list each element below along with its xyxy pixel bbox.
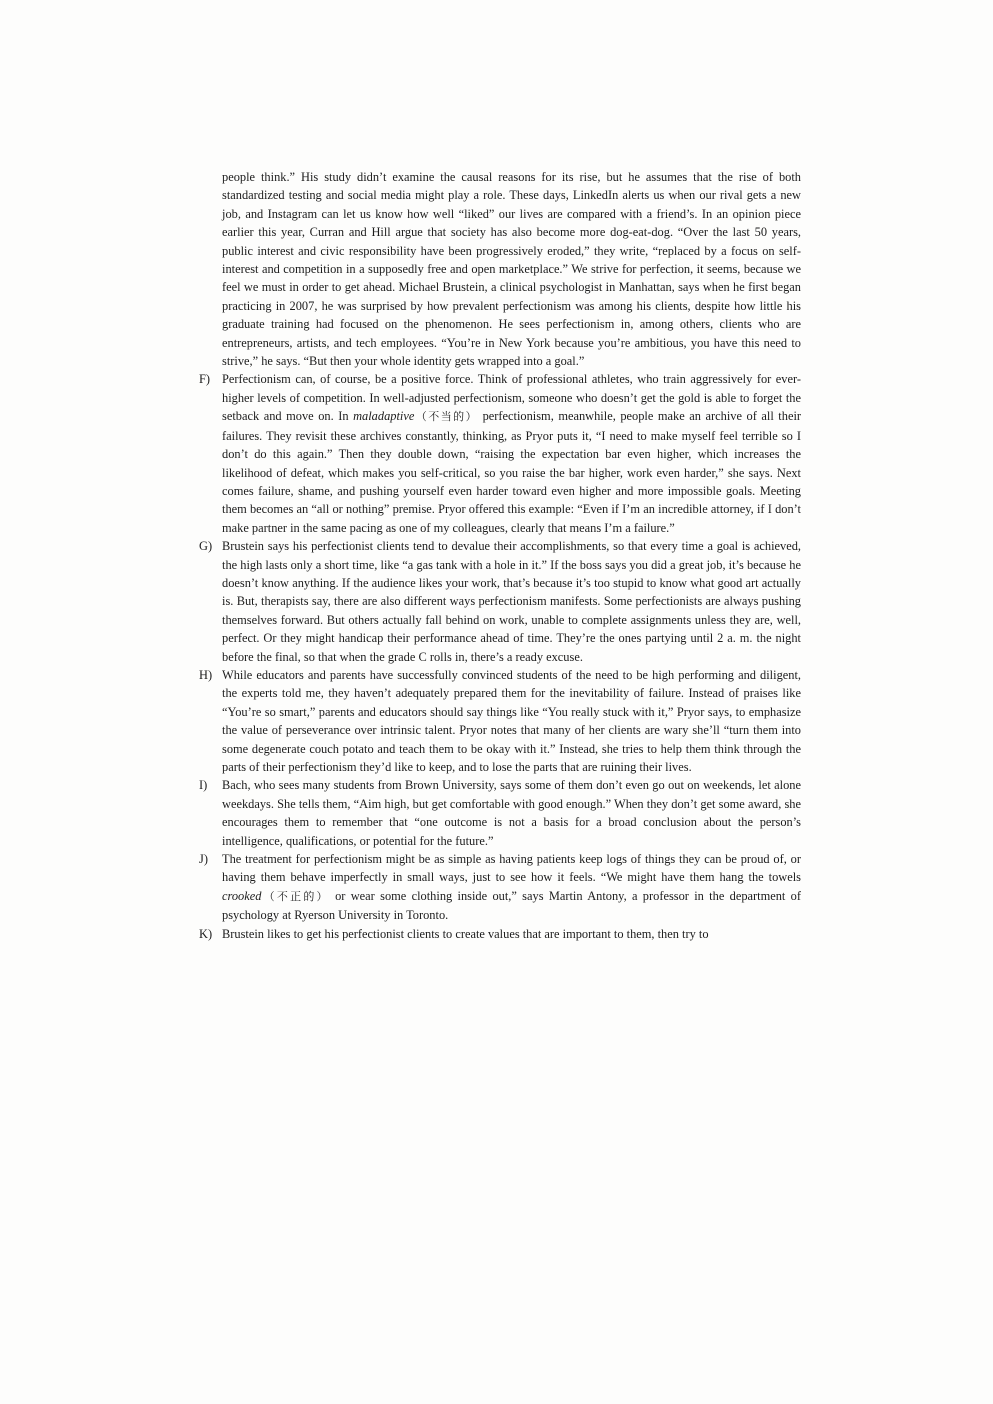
paragraph-text bbox=[222, 168, 801, 370]
italic-term: maladaptive bbox=[353, 409, 415, 424]
paragraph-label: K) bbox=[199, 926, 213, 941]
italic-term: crooked bbox=[222, 888, 262, 903]
paragraph-h bbox=[199, 666, 801, 776]
text-run: Perfectionism can, of course, be a positive force. Think of professional athletes, who train aggressively for ever-higher levels of competition. In well-adjusted perfectionism, someone who doesn’t get the gold is able to forget the setback and move on. In bbox=[222, 372, 801, 424]
chinese-gloss: （不当的） bbox=[414, 410, 479, 424]
paragraph-label: G) bbox=[199, 539, 213, 554]
chinese-gloss: （不正的） bbox=[261, 889, 330, 903]
paragraph-text bbox=[222, 370, 801, 537]
text-run: perfectionism, meanwhile, people make an archive of all their failures. They revisit these archives constantly, thinking, as Pryor puts it, “I need to make myself feel terrible so I don’t do this again.” Then they double down, “raising the expectation bar even higher, which increases the likelihood of defeat, which makes you self-critical, so you raise the bar higher, work even harder,” she says. Next comes failure, shame, and pushing yourself even harder toward even higher and more impossible goals. Meeting them becomes an “all or nothing” premise. Pryor offered this example: “Even if I’m an incredible attorney, if I don’t make partner in the same pacing as one of my colleagues, clearly that means I’m a failure.” bbox=[222, 409, 802, 535]
paragraph-label: F) bbox=[199, 372, 211, 387]
paragraph-g bbox=[199, 537, 801, 666]
paragraph-i bbox=[199, 776, 801, 850]
paragraph-text bbox=[222, 925, 801, 943]
text-run: Bach, who sees many students from Brown University, says some of them don’t even go out on weekends, let alone weekdays. She tells them, “Aim high, but get comfortable with good enough.” When they don’t get some award, she encourages them to remember that “one outcome is not a basis for a broad conclusion about the person’s intelligence, qualifications, or potential for the future.” bbox=[222, 778, 801, 848]
paragraph-j bbox=[199, 850, 801, 925]
paragraph-text bbox=[222, 776, 801, 850]
paragraph-label: J) bbox=[199, 852, 208, 867]
paragraph-k bbox=[199, 925, 801, 943]
text-run: Brustein says his perfectionist clients tend to devalue their accomplishments, so that every time a goal is achieved, the high lasts only a short time, like “a gas tank with a hole in it.” If the boss says you did a great job, it’s because he doesn’t know anything. If the audience likes your work, that’s because it’s too stupid to know what good art actually is. But, therapists say, there are also different ways perfectionism manifests. Some perfectionists are always pushing themselves forward. But others actually fall behind on work, unable to complete assignments unless they are, well, perfect. Or they might handicap their performance ahead of time. They’re the ones partying until 2 a. m. the night before the final, so that when the grade C rolls in, there’s a ready excuse. bbox=[222, 539, 801, 664]
text-run: people think.” His study didn’t examine the causal reasons for its rise, but he assumes that the rise of both standardized testing and social media might play a role. These days, LinkedIn alerts us when our rival gets a new job, and Instagram can let us know how well “liked” our lives are compared with a friend’s. In an opinion piece earlier this year, Curran and Hill argue that society has also become more dog-eat-dog. “Over the last 50 years, public interest and civic responsibility have been progressively eroded,” they write, “replaced by a focus on self-interest and competition in a supposedly free and open marketplace.” We strive for perfection, it seems, because we feel we must in order to get ahead. Michael Brustein, a clinical psychologist in Manhattan, says when he first began practicing in 2007, he was surprised by how prevalent perfectionism was among his clients, despite how little his graduate training had focused on the phenomenon. He sees perfectionism in, among others, clients who are entrepreneurs, artists, and tech employees. “You’re in New York because you’re ambitious, you have this need to strive,” he says. “But then your whole identity gets wrapped into a goal.” bbox=[222, 170, 801, 369]
article-body bbox=[199, 168, 801, 943]
text-run: or wear some clothing inside out,” says Martin Antony, a professor in the department of psychology at Ryerson University in Toronto. bbox=[222, 888, 802, 923]
text-run: Brustein likes to get his perfectionist clients to create values that are important to them, then try to bbox=[222, 926, 709, 941]
paragraph-continued bbox=[199, 168, 801, 370]
paragraph-label: H) bbox=[199, 667, 213, 682]
paragraph-f bbox=[199, 370, 801, 537]
paragraph-label: I) bbox=[199, 778, 208, 793]
text-run: While educators and parents have successfully convinced students of the need to be high performing and diligent, the experts told me, they haven’t adequately prepared them for the inevitability of failure. Instead of praises like “You’re so smart,” parents and educators should say things like “You really stuck with it,” Pryor says, to emphasize the value of perseverance over intrinsic talent. Pryor notes that many of her clients are wary she’ll “turn them into some degenerate couch potato and teach them to be okay with it.” Instead, she tries to help them think through the parts of their perfectionism they’d like to keep, and to lose the parts that are ruining their lives. bbox=[222, 667, 801, 774]
paragraph-text bbox=[222, 537, 801, 666]
paragraph-text bbox=[222, 666, 801, 776]
text-run: The treatment for perfectionism might be as simple as having patients keep logs of things they can be proud of, or having them behave imperfectly in small ways, just to see how it feels. “We might have them hang the towels bbox=[222, 852, 801, 885]
paragraph-text bbox=[222, 850, 801, 925]
